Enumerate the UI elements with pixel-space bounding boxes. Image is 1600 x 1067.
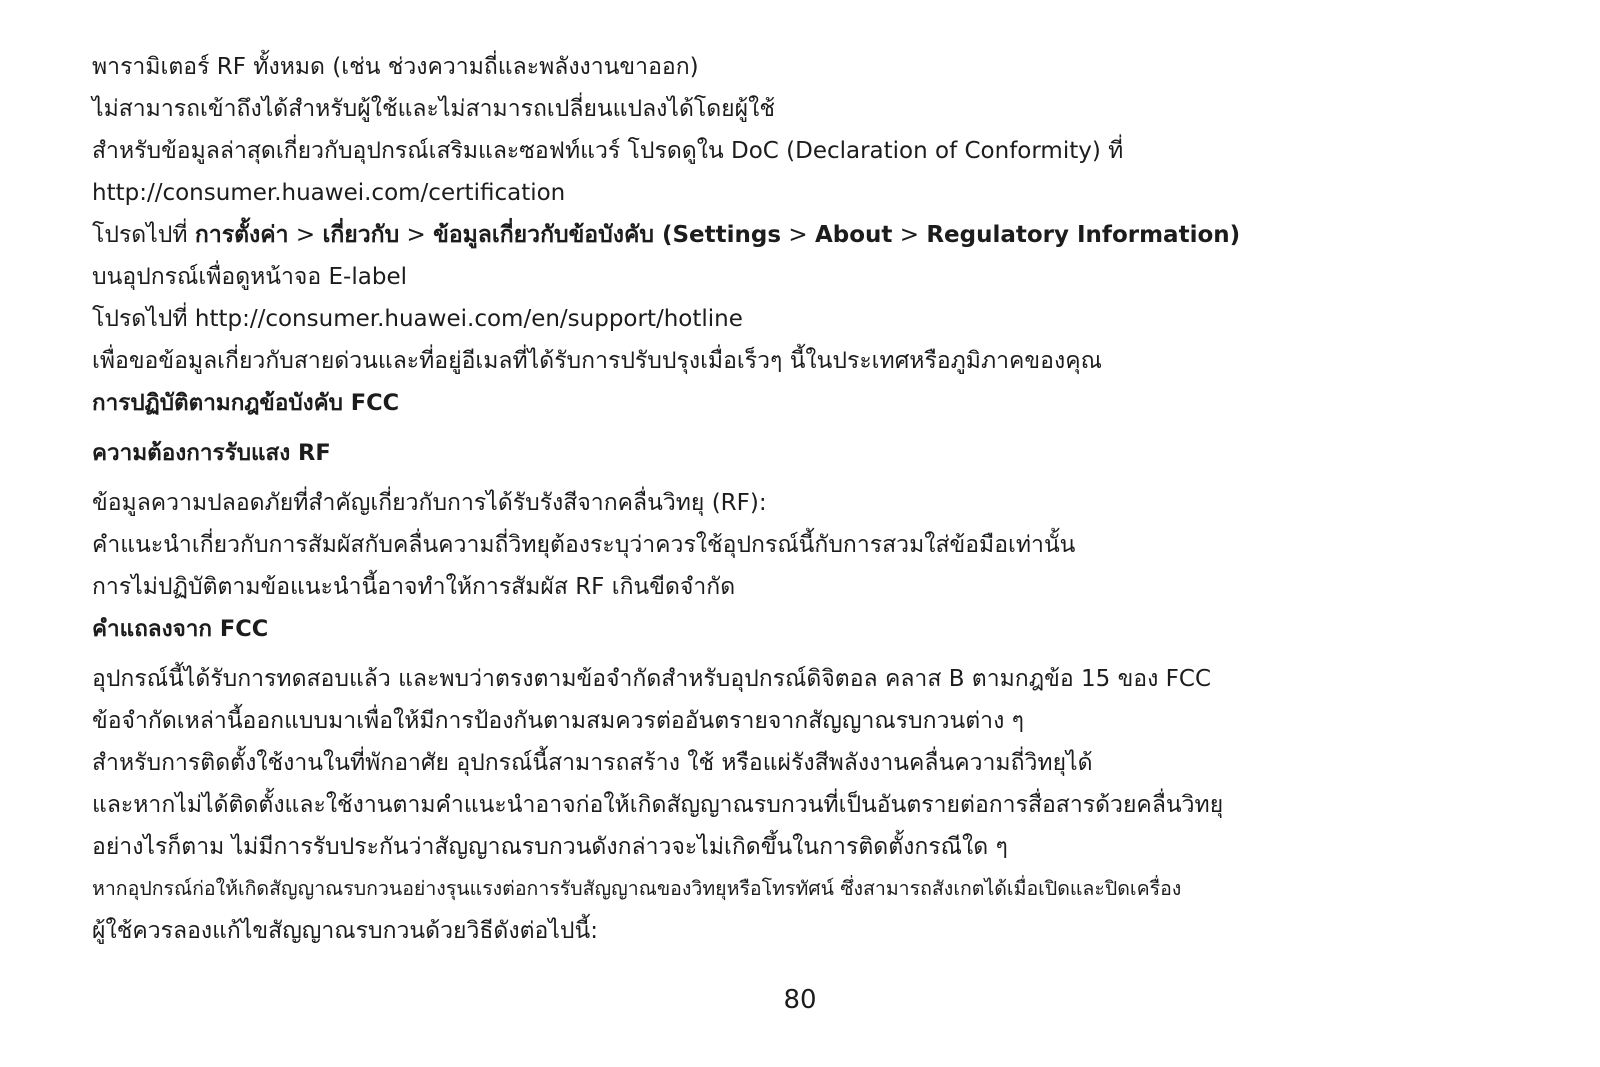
- not-accessible-line: ไม่สามารถเข้าถึงได้สำหรับผู้ใช้และไม่สามารถเปลี่ยนแปลงได้โดยผู้ใช้: [92, 96, 775, 122]
- menu-paren-open: (: [653, 222, 673, 248]
- rf-params-line: พารามิเตอร์ RF ทั้งหมด (เช่น ช่วงความถี่และพลังงานขาออก): [92, 54, 699, 80]
- hotline-description: เพื่อขอข้อมูลเกี่ยวกับสายด่วนและที่อยู่อีเมลที่ได้รับการปรับปรุงเมื่อเร็วๆ นี้ในประเทศหรือภูมิภาคของคุณ: [92, 348, 1102, 374]
- document-page: [92, 46, 1552, 952]
- menu-separator: >: [288, 222, 323, 248]
- rf-paragraph-line: การไม่ปฏิบัติตามข้อแนะนำนี้อาจทำให้การสัมผัส RF เกินขีดจำกัด: [92, 574, 736, 600]
- rf-paragraph-line: คำแนะนำเกี่ยวกับการสัมผัสกับคลื่นความถี่วิทยุต้องระบุว่าควรใช้อุปกรณ์นี้กับการสวมใส่ข้อมือเท่านั้น: [92, 532, 1076, 558]
- fcc-paragraph-line: อย่างไรก็ตาม ไม่มีการรับประกันว่าสัญญาณรบกวนดังกล่าวจะไม่เกิดขึ้นในการติดตั้งกรณีใด ๆ: [92, 834, 1008, 860]
- fcc-paragraph-line: อุปกรณ์นี้ได้รับการทดสอบแล้ว และพบว่าตรงตามข้อจำกัดสำหรับอุปกรณ์ดิจิตอล คลาส B ตามกฎข้อ 15 ของ FCC: [92, 666, 1212, 692]
- fcc-paragraph-line: ข้อจำกัดเหล่านี้ออกแบบมาเพื่อให้มีการป้องกันตามสมควรต่ออันตรายจากสัญญาณรบกวนต่าง ๆ: [92, 708, 1024, 734]
- fcc-paragraph-line: และหากไม่ได้ติดตั้งและใช้งานตามคำแนะนำอาจก่อให้เกิดสัญญาณรบกวนที่เป็นอันตรายต่อการสื่อสารด้วยคลื่นวิทยุ: [92, 792, 1224, 818]
- menu-settings-th: การตั้งค่า: [194, 222, 289, 248]
- menu-separator: >: [781, 222, 815, 248]
- fcc-compliance-heading: การปฏิบัติตามกฎข้อบังคับ FCC: [92, 390, 400, 416]
- menu-regulatory-th: ข้อมูลเกี่ยวกับข้อบังคับ: [433, 222, 654, 248]
- doc-info-line: สำหรับข้อมูลล่าสุดเกี่ยวกับอุปกรณ์เสริมและซอฟท์แวร์ โปรดดูใน DoC (Declaration of Conformity) ที่: [92, 138, 1124, 164]
- menu-settings-en: Settings: [672, 222, 782, 248]
- page-number: 80: [783, 985, 817, 1015]
- menu-regulatory-en: Regulatory Information: [926, 222, 1230, 248]
- menu-about-en: About: [814, 222, 893, 248]
- menu-separator: >: [399, 222, 434, 248]
- menu-paren-close: ): [1229, 222, 1241, 248]
- certification-url: http://consumer.huawei.com/certification: [92, 180, 566, 206]
- hotline-line: โปรดไปที่ http://consumer.huawei.com/en/support/hotline: [92, 306, 743, 332]
- menu-path-line: [92, 214, 1552, 256]
- elabel-line: บนอุปกรณ์เพื่อดูหน้าจอ E-label: [92, 264, 407, 290]
- rf-paragraph-line: ข้อมูลความปลอดภัยที่สำคัญเกี่ยวกับการได้รับรังสีจากคลื่นวิทยุ (RF):: [92, 490, 767, 516]
- fcc-paragraph-line: สำหรับการติดตั้งใช้งานในที่พักอาศัย อุปกรณ์นี้สามารถสร้าง ใช้ หรือแผ่รังสีพลังงานคลื่นความถี่วิทยุได้: [92, 750, 1093, 776]
- fcc-paragraph-line: ผู้ใช้ควรลองแก้ไขสัญญาณรบกวนด้วยวิธีดังต่อไปนี้:: [92, 918, 598, 944]
- menu-about-th: เกี่ยวกับ: [322, 222, 400, 248]
- rf-exposure-heading: ความต้องการรับแสง RF: [92, 440, 331, 466]
- fcc-statement-heading: คำแถลงจาก FCC: [92, 616, 269, 642]
- goto-prefix: โปรดไปที่: [92, 222, 195, 248]
- menu-separator: >: [892, 222, 927, 248]
- fcc-paragraph-line: หากอุปกรณ์ก่อให้เกิดสัญญาณรบกวนอย่างรุนแรงต่อการรับสัญญาณของวิทยุหรือโทรทัศน์ ซึ่งสามารถสังเกตได้เมื่อเปิดและปิดเครื่อง: [92, 877, 1182, 900]
